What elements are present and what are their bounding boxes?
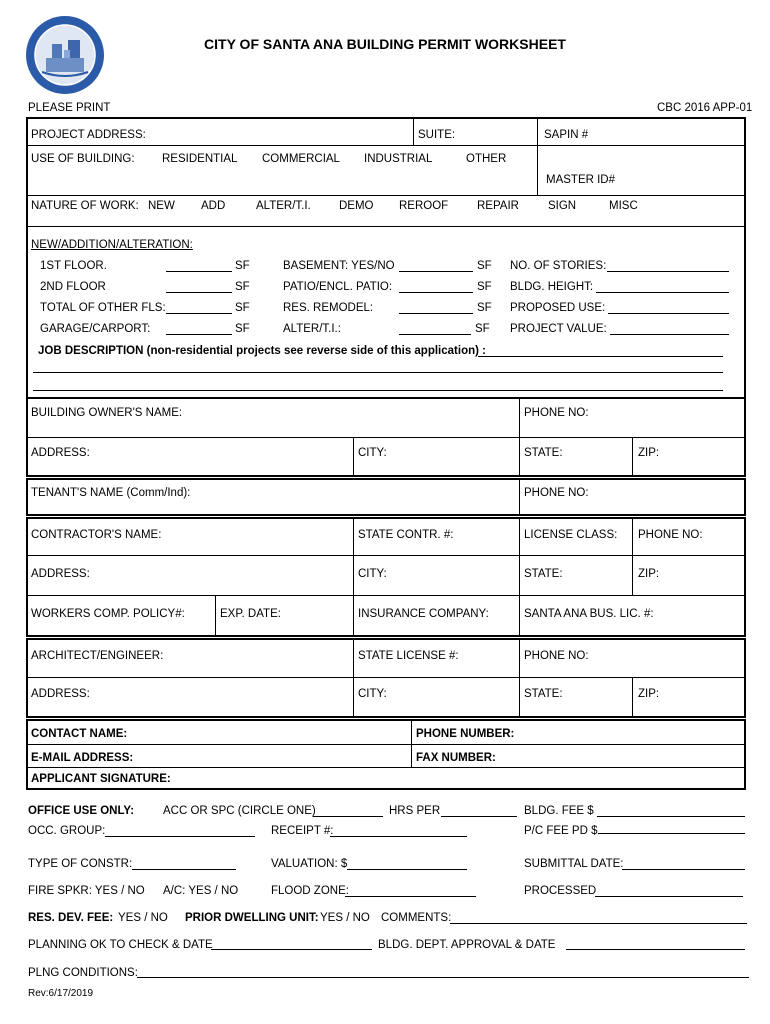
suite-label: SUITE: [418,129,456,141]
divider [26,788,746,790]
divider [26,117,28,399]
contractor-zip-label: ZIP: [638,568,660,580]
bldg-approval-label: BLDG. DEPT. APPROVAL & DATE [378,939,556,951]
master-id-label: MASTER ID# [546,174,616,186]
workers-comp-label: WORKERS COMP. POLICY#: [31,608,185,620]
divider [744,638,746,718]
bus-lic-label: SANTA ANA BUS. LIC. #: [524,608,654,620]
valuation-input[interactable] [347,869,467,870]
architect-name-label: ARCHITECT/ENGINEER: [31,650,164,662]
alter-ti-input[interactable] [399,334,471,335]
divider [353,517,354,635]
divider [26,517,28,637]
divider [413,117,414,145]
divider [26,719,28,790]
divider [632,437,633,475]
processed-input[interactable] [595,896,743,897]
garage-carport-input[interactable] [166,334,232,335]
comments-input[interactable] [450,923,747,924]
project-address-label: PROJECT ADDRESS: [31,129,146,141]
plng-conditions-input[interactable] [137,977,749,978]
divider [744,117,746,399]
nature-option-repair[interactable]: REPAIR [477,200,519,212]
res-dev-fee-label: RES. DEV. FEE: [28,912,114,924]
submittal-date-label: SUBMITTAL DATE: [524,858,624,870]
tenant-name-label: TENANT'S NAME (Comm/Ind): [31,487,191,499]
divider [26,226,746,227]
sf-unit: SF [235,302,250,314]
sf-unit: SF [477,302,492,314]
divider [26,716,746,718]
ac-label: A/C: YES / NO [163,885,239,897]
use-option-residential[interactable]: RESIDENTIAL [162,153,238,165]
tenant-phone-label: PHONE NO: [524,487,589,499]
contractor-name-label: CONTRACTOR'S NAME: [31,529,162,541]
job-description-line-2[interactable] [33,372,723,373]
nature-of-work-label: NATURE OF WORK: [31,200,139,212]
divider [519,397,520,475]
divider [26,635,746,637]
insurance-company-label: INSURANCE COMPANY: [358,608,489,620]
nature-option-misc[interactable]: MISC [609,200,638,212]
submittal-date-input[interactable] [622,869,745,870]
page-title: CITY OF SANTA ANA BUILDING PERMIT WORKSHEET [204,36,566,52]
divider [26,677,746,678]
divider [519,478,520,514]
res-dev-fee-value[interactable]: YES / NO [118,912,168,924]
divider [353,437,354,475]
architect-phone-label: PHONE NO: [524,650,589,662]
revision-label: Rev:6/17/2019 [28,988,94,999]
divider [744,719,746,790]
project-value-input[interactable] [610,334,729,335]
acc-spc-label: ACC OR SPC (CIRCLE ONE) [163,805,316,817]
use-option-industrial[interactable]: INDUSTRIAL [364,153,433,165]
total-other-floors-label: TOTAL OF OTHER FLS: [40,302,166,314]
comments-label: COMMENTS: [381,912,452,924]
sf-unit: SF [235,260,250,272]
prior-dwelling-label: PRIOR DWELLING UNIT: [185,912,319,924]
hrs-per-input[interactable] [441,816,517,817]
contact-name-label: CONTACT NAME: [31,728,128,740]
patio-input[interactable] [399,292,473,293]
owner-city-label: CITY: [358,447,387,459]
fire-spkr-label: FIRE SPKR: YES / NO [28,885,145,897]
email-label: E-MAIL ADDRESS: [31,752,134,764]
divider [215,595,216,635]
receipt-input[interactable] [330,836,467,837]
sapin-label: SAPIN # [544,129,589,141]
prior-dwelling-value[interactable]: YES / NO [320,912,370,924]
divider [26,195,746,196]
bldg-fee-label: BLDG. FEE $ [524,805,594,817]
owner-state-label: STATE: [524,447,563,459]
sf-unit: SF [477,260,492,272]
sf-unit: SF [475,323,490,335]
divider [26,767,746,768]
total-other-floors-input[interactable] [166,313,232,314]
second-floor-input[interactable] [166,292,232,293]
job-description-input[interactable] [478,356,723,357]
res-remodel-label: RES. REMODEL: [283,302,374,314]
signature-label: APPLICANT SIGNATURE: [31,773,171,785]
office-use-label: OFFICE USE ONLY: [28,805,135,817]
bldg-height-input[interactable] [596,292,729,293]
divider [632,517,633,595]
divider [26,437,746,438]
valuation-label: VALUATION: $ [271,858,348,870]
fax-label: FAX NUMBER: [416,752,496,764]
owner-phone-label: PHONE NO: [524,407,589,419]
use-option-commercial[interactable]: COMMERCIAL [262,153,340,165]
divider [26,475,746,477]
nature-option-new[interactable]: NEW [148,200,175,212]
type-constr-input[interactable] [132,869,236,870]
architect-address-label: ADDRESS: [31,688,90,700]
divider [519,517,520,635]
proposed-use-label: PROPOSED USE: [510,302,606,314]
sf-unit: SF [235,323,250,335]
contractor-state-label: STATE: [524,568,563,580]
state-contr-label: STATE CONTR. #: [358,529,454,541]
second-floor-label: 2ND FLOOR [40,281,106,293]
architect-state-label: STATE: [524,688,563,700]
first-floor-input[interactable] [166,271,232,272]
nature-option-demo[interactable]: DEMO [339,200,374,212]
proposed-use-input[interactable] [608,313,729,314]
nature-option-add[interactable]: ADD [201,200,226,212]
license-class-label: LICENSE CLASS: [524,529,618,541]
flood-zone-label: FLOOD ZONE: [271,885,349,897]
sf-unit: SF [235,281,250,293]
divider [537,117,538,195]
contractor-city-label: CITY: [358,568,387,580]
nal-heading: NEW/ADDITION/ALTERATION: [31,239,193,251]
divider [26,514,746,516]
processed-label: PROCESSED [524,885,597,897]
stories-label: NO. OF STORIES: [510,260,607,272]
exp-date-label: EXP. DATE: [220,608,281,620]
alter-ti-label: ALTER/T.I.: [283,323,341,335]
divider [26,145,746,146]
divider [26,397,746,399]
bldg-height-label: BLDG. HEIGHT: [510,281,594,293]
type-constr-label: TYPE OF CONSTR: [28,858,133,870]
pc-fee-input[interactable] [598,833,745,834]
plng-conditions-label: PLNG CONDITIONS: [28,967,138,979]
city-seal-logo [24,14,106,96]
divider [744,478,746,516]
flood-zone-input[interactable] [345,896,476,897]
owner-address-label: ADDRESS: [31,447,90,459]
divider [26,638,746,640]
pc-fee-label: P/C FEE PD $ [524,825,598,837]
planning-ok-input[interactable] [211,949,372,950]
divider [26,719,746,721]
use-option-other[interactable]: OTHER [466,153,507,165]
divider [26,478,28,516]
divider [632,677,633,716]
job-description-line-3[interactable] [33,390,723,391]
divider [26,117,746,119]
first-floor-label: 1ST FLOOR. [40,260,107,272]
job-description-label: JOB DESCRIPTION (non-residential projects see reverse side of this application) : [38,345,486,357]
basement-label: BASEMENT: YES/NO [283,260,395,272]
contact-phone-label: PHONE NUMBER: [416,728,515,740]
basement-input[interactable] [399,271,473,272]
nature-option-sign[interactable]: SIGN [548,200,577,212]
divider [26,595,746,596]
acc-spc-input[interactable] [313,816,383,817]
divider [26,744,746,745]
contractor-phone-label: PHONE NO: [638,529,703,541]
architect-zip-label: ZIP: [638,688,660,700]
res-remodel-input[interactable] [399,313,473,314]
owner-zip-label: ZIP: [638,447,660,459]
divider [744,517,746,637]
hrs-per-label: HRS PER [389,805,441,817]
sf-unit: SF [477,281,492,293]
divider [411,719,412,767]
please-print-label: PLEASE PRINT [28,102,111,114]
planning-ok-label: PLANNING OK TO CHECK & DATE [28,939,213,951]
use-of-building-label: USE OF BUILDING: [31,153,135,165]
bldg-approval-input[interactable] [566,949,745,950]
stories-input[interactable] [607,271,729,272]
receipt-label: RECEIPT #: [271,825,334,837]
code-label: CBC 2016 APP-01 [657,102,753,114]
nature-option-alter[interactable]: ALTER/T.I. [256,200,311,212]
divider [26,555,746,556]
contractor-address-label: ADDRESS: [31,568,90,580]
bldg-fee-input[interactable] [597,816,745,817]
divider [26,517,746,519]
state-license-label: STATE LICENSE #: [358,650,459,662]
occ-group-label: OCC. GROUP: [28,825,106,837]
owner-name-label: BUILDING OWNER'S NAME: [31,407,183,419]
patio-label: PATIO/ENCL. PATIO: [283,281,393,293]
nature-option-reroof[interactable]: REROOF [399,200,449,212]
occ-group-input[interactable] [105,836,255,837]
project-value-label: PROJECT VALUE: [510,323,607,335]
architect-city-label: CITY: [358,688,387,700]
divider [26,638,28,718]
divider [26,478,746,480]
garage-carport-label: GARAGE/CARPORT: [40,323,151,335]
